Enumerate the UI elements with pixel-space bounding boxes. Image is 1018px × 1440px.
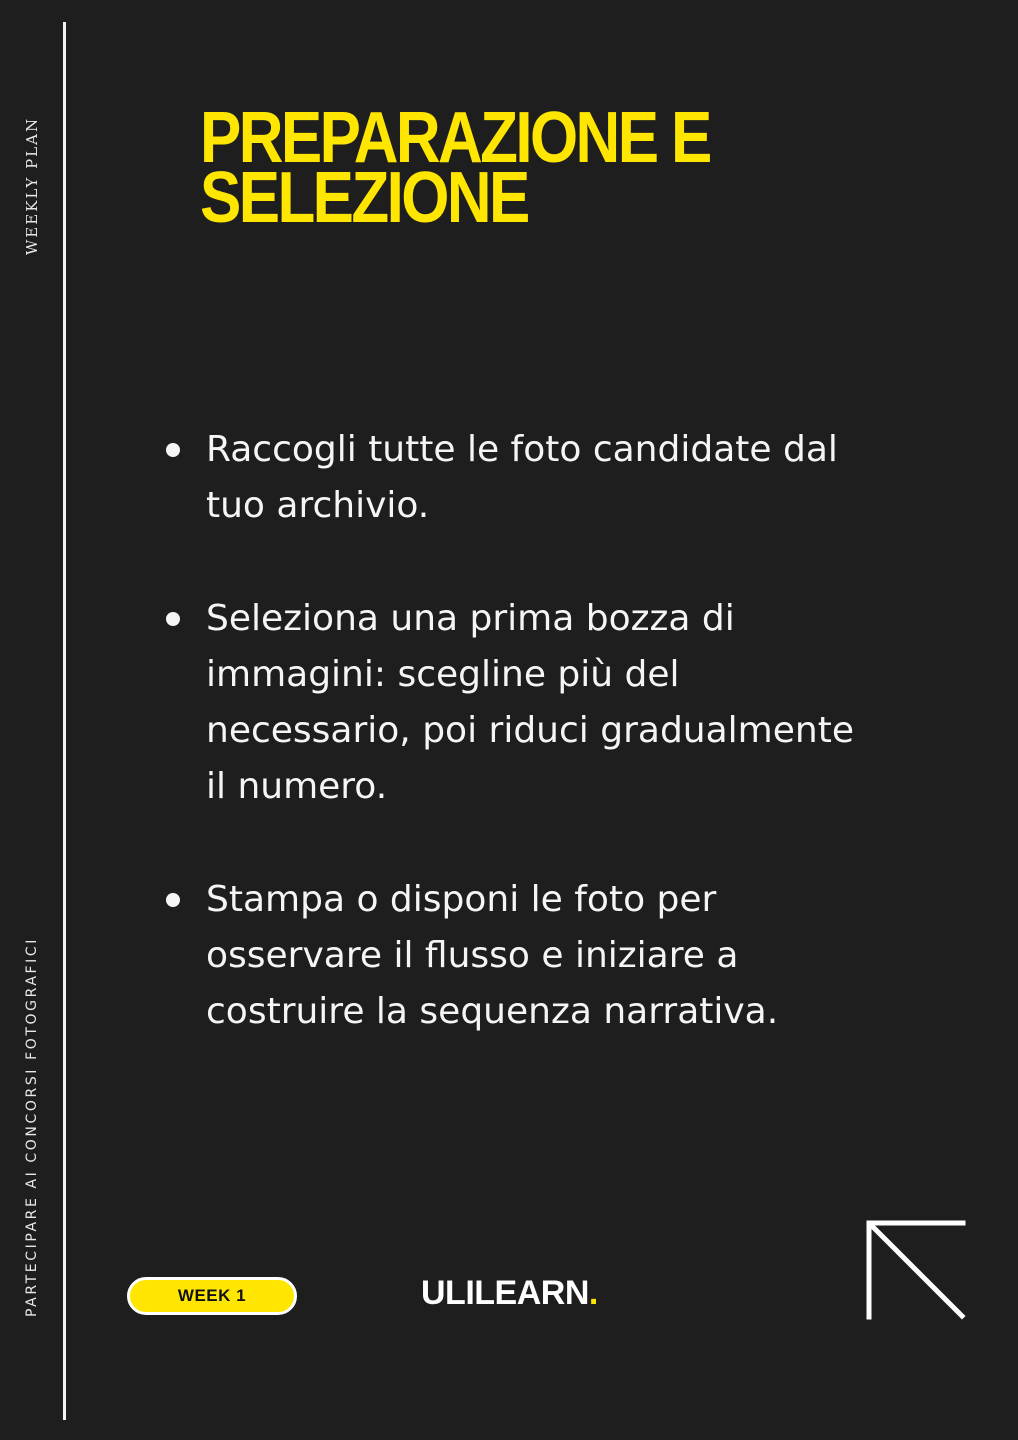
bullet-text: Seleziona una prima bozza di immagini: scegline più del necessario, poi riduci gradualmente il numero.	[206, 598, 854, 807]
week-badge: WEEK 1	[127, 1277, 297, 1315]
bullet-item	[160, 872, 880, 1040]
bullet-text: Raccogli tutte le foto candidate dal tuo archivio.	[206, 429, 838, 526]
sidebar-course-title-label: PARTECIPARE AI CONCORSI FOTOGRAFICI	[24, 936, 40, 1318]
bullet-dot-icon	[166, 612, 180, 626]
bullet-item	[160, 591, 880, 815]
vertical-divider-line	[63, 22, 66, 1420]
brand-logo-dot: .	[588, 1274, 598, 1312]
arrow-up-left-icon	[866, 1220, 966, 1320]
brand-logo-text: ULILEARN	[421, 1274, 589, 1312]
brand-logo	[421, 1274, 598, 1313]
bullet-dot-icon	[166, 893, 180, 907]
page-title	[200, 98, 793, 238]
page-title-line-2: SELEZIONE	[200, 158, 528, 238]
sidebar-weekly-plan-label: WEEKLY PLAN	[23, 116, 41, 256]
bullet-item	[160, 422, 880, 534]
bullet-text: Stampa o disponi le foto per osservare il flusso e iniziare a costruire la sequenza narrativa.	[206, 879, 779, 1032]
page-title-line-1: PREPARAZIONE E	[200, 98, 710, 178]
task-bullet-list	[160, 422, 880, 1097]
bullet-dot-icon	[166, 443, 180, 457]
